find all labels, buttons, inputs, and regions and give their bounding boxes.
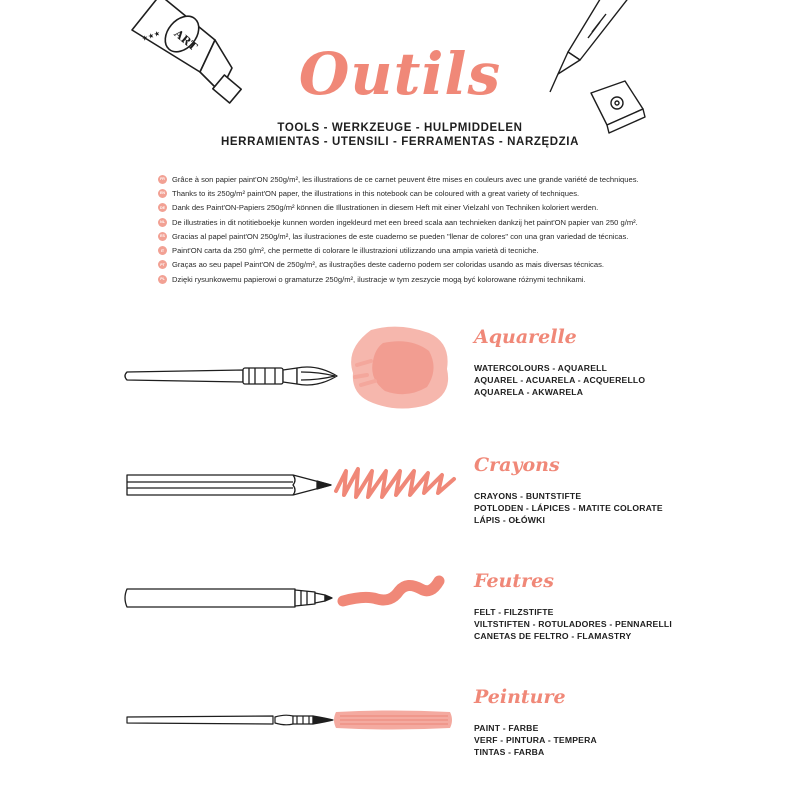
translation-line: POTLODEN - LÁPICES - MATITE COLORATE [474, 503, 663, 513]
language-badge: FR [158, 175, 167, 184]
translation-line: PAINT - FARBE [474, 723, 539, 733]
crayon-swatch [330, 463, 458, 503]
intro-item [158, 243, 658, 257]
intro-text: Grâce à son papier paint'ON 250g/m², les illustrations de ce carnet peuvent être mises en couleurs avec une grande variété de techniques. [172, 174, 639, 184]
tool-name-crayons: Crayons [474, 454, 560, 476]
translation-line: AQUAREL - ACUARELA - ACQUERELLO [474, 375, 646, 385]
translation-line: VERF - PINTURA - TEMPERA [474, 735, 597, 745]
tube-label: ART [171, 27, 200, 54]
tool-name-feutres: Feutres [474, 570, 554, 592]
intro-text: Graças ao seu papel Paint'ON de 250g/m², as ilustrações deste caderno podem ser coloridas usando as mais diversas técnicas. [172, 260, 604, 270]
paint-brush-icon [125, 710, 335, 730]
watercolor-brush-icon [125, 362, 340, 392]
intro-list [158, 172, 658, 286]
translation-line: TINTAS - FARBA [474, 747, 545, 757]
language-badge: PT [158, 260, 167, 269]
language-badge: NL [158, 218, 167, 227]
intro-text: Dank des Paint'ON-Papiers 250g/m² können die Illustrationen in diesem Heft mit einer Vielzahl von Techniken koloriert werden. [172, 203, 599, 213]
tool-translations-peinture [474, 722, 597, 758]
translation-line: LÁPIS - OŁÓWKI [474, 515, 546, 525]
intro-item [158, 272, 658, 286]
intro-text: Thanks to its 250g/m² paint'ON paper, the illustrations in this notebook can be coloured with a great variety of techniques. [172, 188, 580, 198]
page-title: Outils [298, 40, 502, 108]
translation-line: CRAYONS - BUNTSTIFTE [474, 491, 582, 501]
language-badge: PL [158, 275, 167, 284]
paint-swatch [332, 708, 454, 732]
language-badge: ES [158, 232, 167, 241]
tool-name-aquarelle: Aquarelle [474, 326, 577, 348]
intro-item [158, 201, 658, 215]
intro-item [158, 172, 658, 186]
tool-translations-crayons [474, 490, 663, 526]
language-badge: EN [158, 189, 167, 198]
felt-pen-icon [125, 585, 335, 611]
intro-text: Gracias al papel paint'ON 250g/m², las ilustraciones de este cuaderno se pueden "llenar de colores" con una gran variedad de técnicas. [172, 231, 629, 241]
translation-line: FELT - FILZSTIFTE [474, 607, 554, 617]
intro-text: Paint'ON carta da 250 g/m², che permette di colorare le illustrazioni utilizzando una ampia varietà di tecniche. [172, 246, 539, 256]
intro-text: Dzięki rysunkowemu papierowi o gramaturze 250g/m², ilustracje w tym zeszycie mogą być kolorowane różnymi technikami. [172, 274, 586, 284]
tube-marks: ★★★ [141, 30, 162, 44]
intro-item [158, 215, 658, 229]
translation-line: CANETAS DE FELTRO - FLAMASTRY [474, 631, 632, 641]
translation-line: AQUARELA - AKWARELA [474, 387, 584, 397]
intro-text: De illustraties in dit notitieboekje kunnen worden ingekleurd met een breed scala aan technieken dankzij het paint'ON papier van 250 g/m². [172, 217, 638, 227]
subtitle-line-1: TOOLS - WERKZEUGE - HULPMIDDELEN [277, 122, 523, 134]
intro-item [158, 186, 658, 200]
language-badge: IT [158, 246, 167, 255]
pencil-icon [125, 472, 335, 498]
tool-name-peinture: Peinture [474, 686, 566, 708]
subtitle-line-2: HERRAMIENTAS - UTENSILI - FERRAMENTAS - NARZĘDZIA [221, 136, 579, 148]
marker-swatch [335, 573, 450, 613]
intro-item [158, 258, 658, 272]
translation-line: WATERCOLOURS - AQUARELL [474, 363, 608, 373]
language-badge: DE [158, 203, 167, 212]
tool-translations-feutres [474, 606, 672, 642]
tool-translations-aquarelle [474, 362, 645, 398]
watercolor-swatch [343, 325, 455, 410]
translation-line: VILTSTIFTEN - ROTULADORES - PENNARELLI [474, 619, 672, 629]
intro-item [158, 229, 658, 243]
